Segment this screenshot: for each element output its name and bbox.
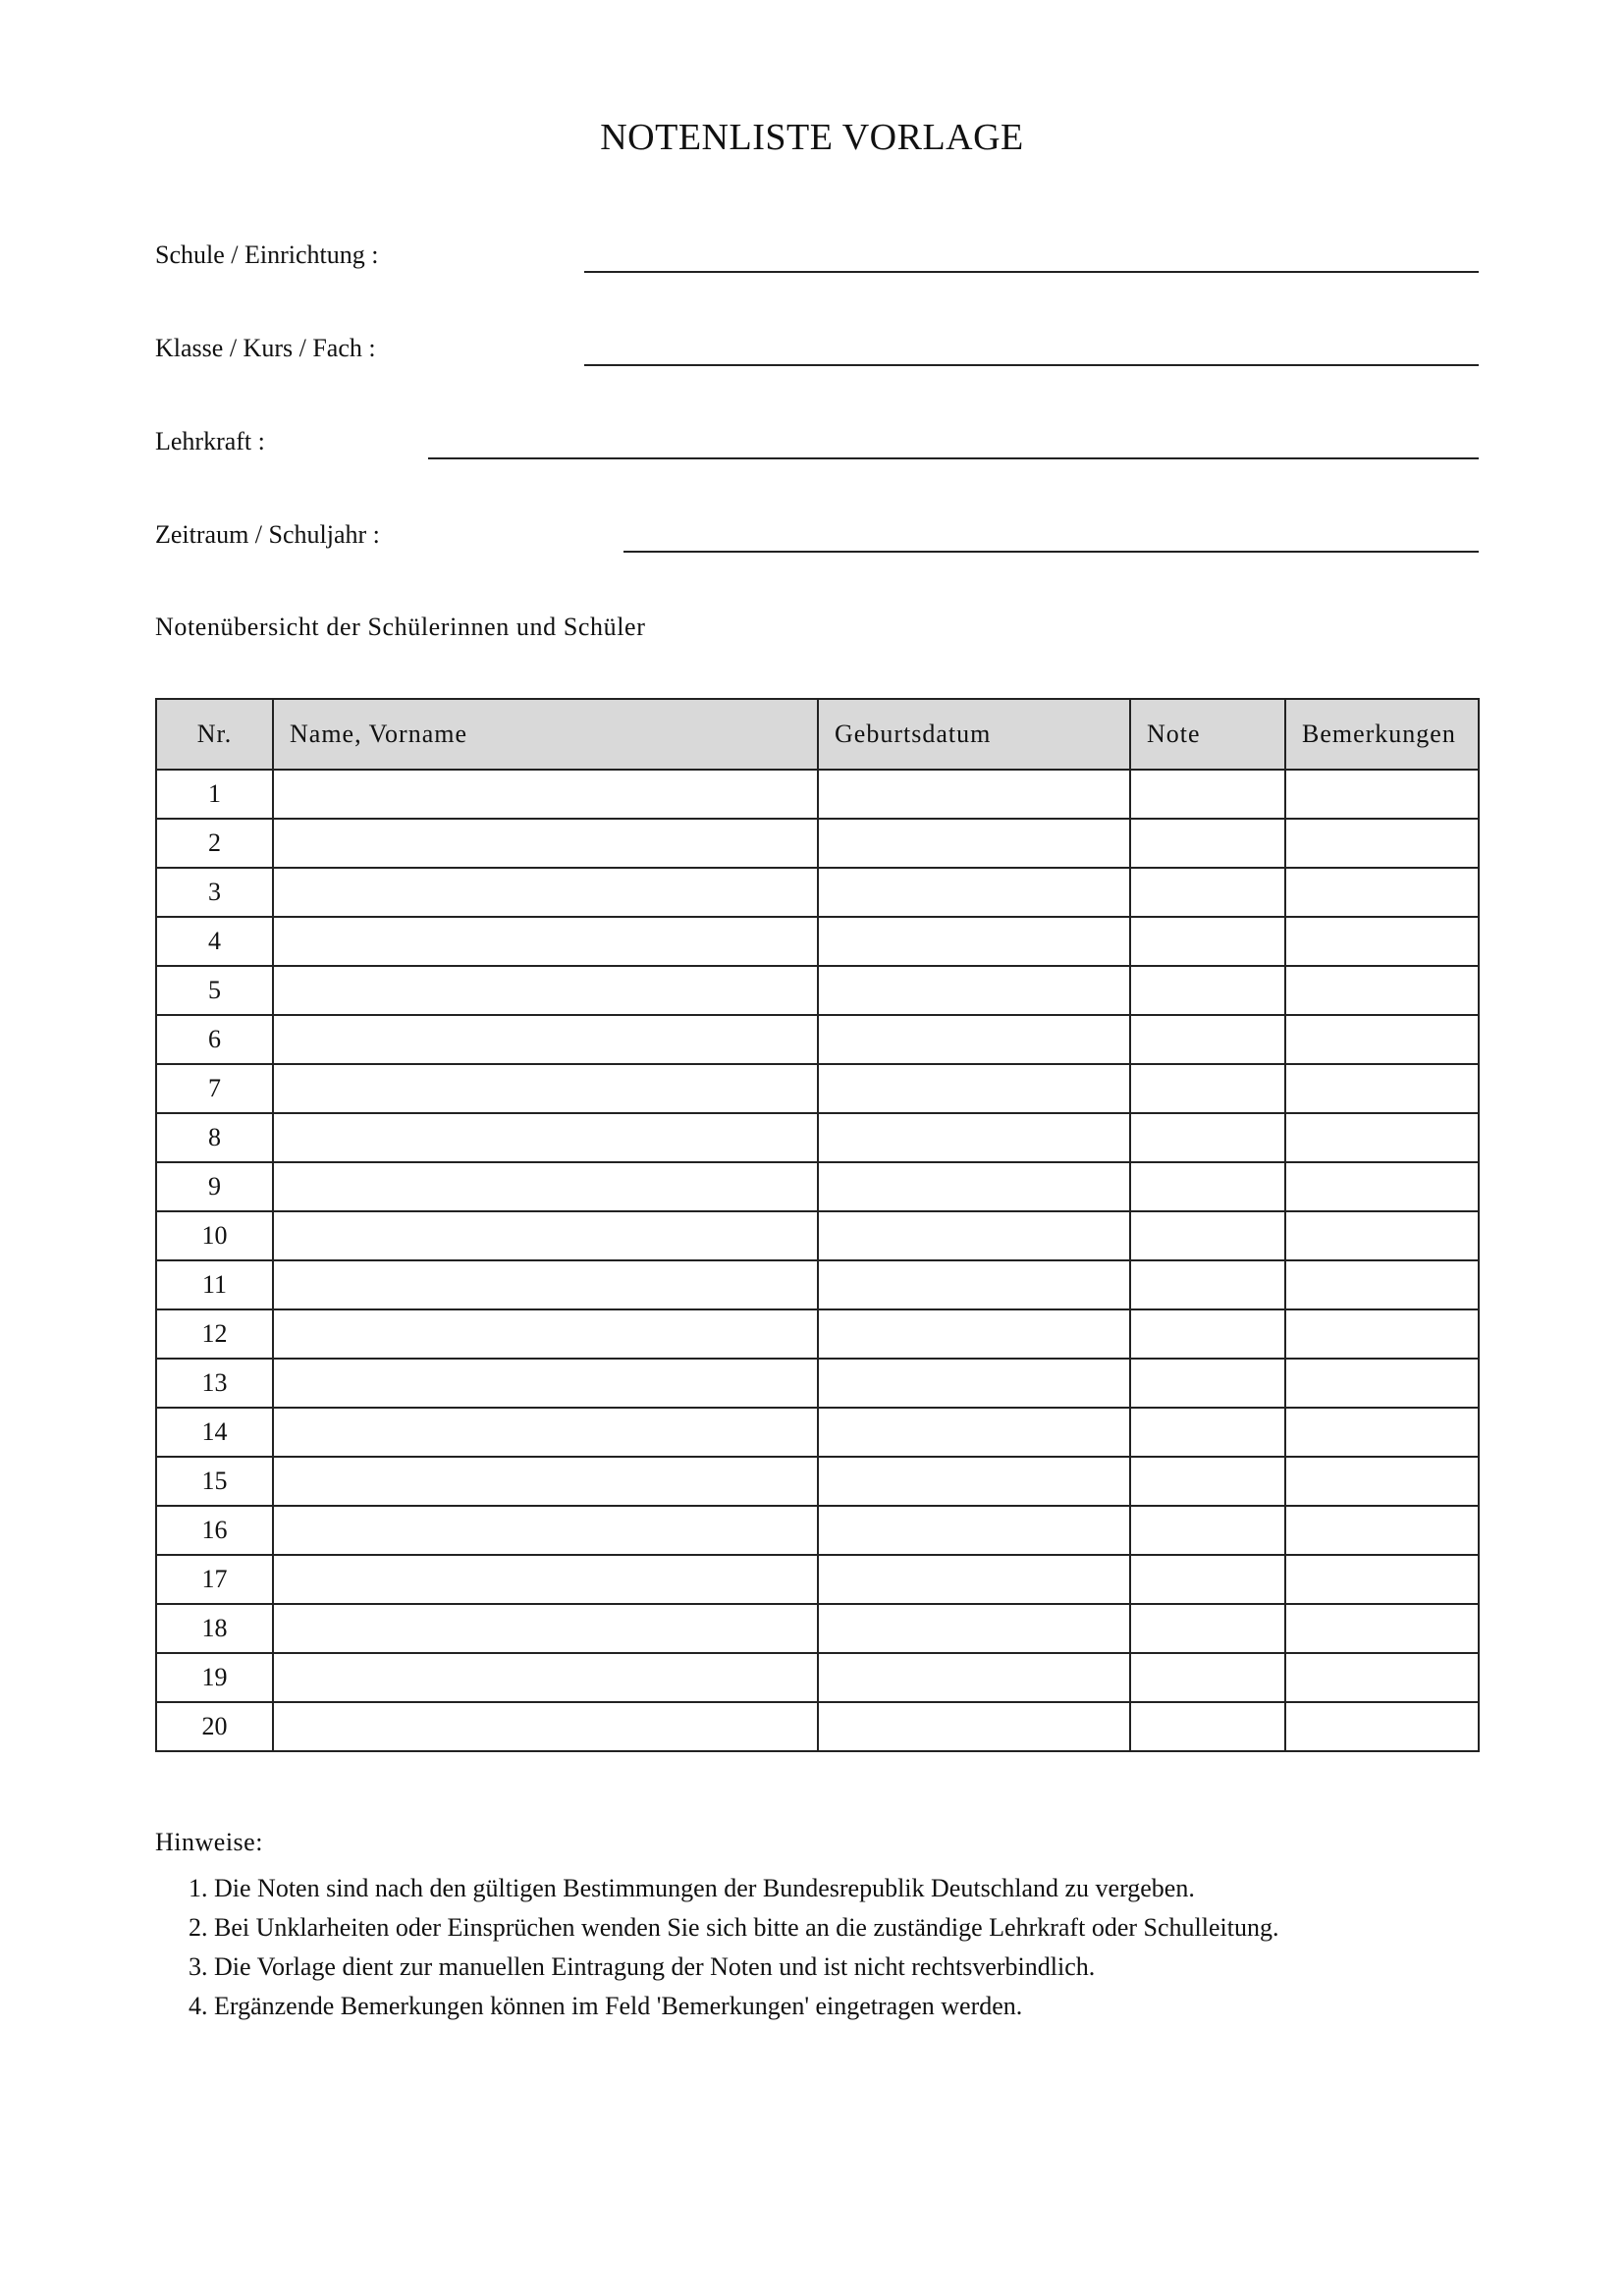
grade-cell[interactable] (1130, 1015, 1285, 1064)
birthdate-cell[interactable] (818, 1064, 1130, 1113)
row-number: 17 (156, 1555, 273, 1604)
remarks-cell[interactable] (1285, 1408, 1479, 1457)
name-cell[interactable] (273, 1309, 818, 1359)
birthdate-cell[interactable] (818, 1702, 1130, 1751)
name-cell[interactable] (273, 1408, 818, 1457)
school-input-line[interactable] (584, 271, 1479, 273)
birthdate-cell[interactable] (818, 770, 1130, 819)
remarks-cell[interactable] (1285, 1506, 1479, 1555)
remarks-cell[interactable] (1285, 966, 1479, 1015)
name-cell[interactable] (273, 917, 818, 966)
remarks-cell[interactable] (1285, 770, 1479, 819)
name-cell[interactable] (273, 1015, 818, 1064)
remarks-cell[interactable] (1285, 1359, 1479, 1408)
table-row (156, 1113, 1479, 1162)
table-row (156, 1702, 1479, 1751)
remarks-cell[interactable] (1285, 1015, 1479, 1064)
grade-cell[interactable] (1130, 1359, 1285, 1408)
grade-cell[interactable] (1130, 1408, 1285, 1457)
page-title: NOTENLISTE VORLAGE (600, 117, 1024, 158)
table-row (156, 1604, 1479, 1653)
grade-cell[interactable] (1130, 1702, 1285, 1751)
teacher-label: Lehrkraft : (155, 427, 265, 455)
grade-cell[interactable] (1130, 1162, 1285, 1211)
grade-cell[interactable] (1130, 1211, 1285, 1260)
birthdate-cell[interactable] (818, 1359, 1130, 1408)
table-row (156, 966, 1479, 1015)
remarks-cell[interactable] (1285, 917, 1479, 966)
row-number: 11 (156, 1260, 273, 1309)
table-row (156, 868, 1479, 917)
period-label: Zeitraum / Schuljahr : (155, 520, 380, 549)
header-grade: Note (1130, 699, 1285, 770)
row-number: 14 (156, 1408, 273, 1457)
name-cell[interactable] (273, 1604, 818, 1653)
row-number: 9 (156, 1162, 273, 1211)
notes-item: 3. Die Vorlage dient zur manuellen Eintragung der Noten und ist nicht rechtsverbindlich. (214, 1948, 1540, 1987)
row-number: 16 (156, 1506, 273, 1555)
grade-cell[interactable] (1130, 1457, 1285, 1506)
row-number: 2 (156, 819, 273, 868)
header-remarks: Bemerkungen (1285, 699, 1479, 770)
row-number: 1 (156, 770, 273, 819)
remarks-cell[interactable] (1285, 819, 1479, 868)
table-row (156, 1015, 1479, 1064)
name-cell[interactable] (273, 1162, 818, 1211)
table-row (156, 770, 1479, 819)
remarks-cell[interactable] (1285, 1113, 1479, 1162)
birthdate-cell[interactable] (818, 1408, 1130, 1457)
notes-heading: Hinweise: (155, 1828, 263, 1856)
birthdate-cell[interactable] (818, 917, 1130, 966)
table-row (156, 1064, 1479, 1113)
row-number: 15 (156, 1457, 273, 1506)
header-nr: Nr. (156, 699, 273, 770)
remarks-cell[interactable] (1285, 1604, 1479, 1653)
table-row (156, 819, 1479, 868)
name-cell[interactable] (273, 868, 818, 917)
grade-cell[interactable] (1130, 966, 1285, 1015)
row-number: 3 (156, 868, 273, 917)
remarks-cell[interactable] (1285, 868, 1479, 917)
birthdate-cell[interactable] (818, 966, 1130, 1015)
birthdate-cell[interactable] (818, 1309, 1130, 1359)
section-heading: Notenübersicht der Schülerinnen und Schüler (155, 613, 646, 641)
remarks-cell[interactable] (1285, 1702, 1479, 1751)
remarks-cell[interactable] (1285, 1064, 1479, 1113)
grade-cell[interactable] (1130, 770, 1285, 819)
grade-cell[interactable] (1130, 1604, 1285, 1653)
birthdate-cell[interactable] (818, 1506, 1130, 1555)
birthdate-cell[interactable] (818, 1260, 1130, 1309)
name-cell[interactable] (273, 1702, 818, 1751)
table-row (156, 1309, 1479, 1359)
header-name: Name, Vorname (273, 699, 818, 770)
period-input-line[interactable] (623, 551, 1479, 553)
remarks-cell[interactable] (1285, 1162, 1479, 1211)
grade-cell[interactable] (1130, 1064, 1285, 1113)
name-cell[interactable] (273, 966, 818, 1015)
grade-cell[interactable] (1130, 868, 1285, 917)
table-row (156, 1211, 1479, 1260)
row-number: 13 (156, 1359, 273, 1408)
table-row (156, 1653, 1479, 1702)
birthdate-cell[interactable] (818, 1211, 1130, 1260)
birthdate-cell[interactable] (818, 1162, 1130, 1211)
birthdate-cell[interactable] (818, 1604, 1130, 1653)
birthdate-cell[interactable] (818, 1113, 1130, 1162)
remarks-cell[interactable] (1285, 1457, 1479, 1506)
row-number: 20 (156, 1702, 273, 1751)
row-number: 6 (156, 1015, 273, 1064)
table-row (156, 1260, 1479, 1309)
table-row (156, 1162, 1479, 1211)
table-row (156, 1408, 1479, 1457)
name-cell[interactable] (273, 1211, 818, 1260)
remarks-cell[interactable] (1285, 1309, 1479, 1359)
grade-cell[interactable] (1130, 819, 1285, 868)
name-cell[interactable] (273, 1506, 818, 1555)
table-row (156, 1555, 1479, 1604)
grade-cell[interactable] (1130, 1653, 1285, 1702)
notes-item: 2. Bei Unklarheiten oder Einsprüchen wenden Sie sich bitte an die zuständige Lehrkraft oder Schulleitung. (214, 1908, 1540, 1948)
remarks-cell[interactable] (1285, 1211, 1479, 1260)
class-label: Klasse / Kurs / Fach : (155, 334, 376, 362)
grade-cell[interactable] (1130, 1260, 1285, 1309)
notes-list (185, 1869, 1540, 2026)
teacher-input-line[interactable] (428, 457, 1479, 459)
table-row (156, 1359, 1479, 1408)
header-birthdate: Geburtsdatum (818, 699, 1130, 770)
remarks-cell[interactable] (1285, 1260, 1479, 1309)
name-cell[interactable] (273, 1113, 818, 1162)
grade-cell[interactable] (1130, 1555, 1285, 1604)
birthdate-cell[interactable] (818, 1653, 1130, 1702)
birthdate-cell[interactable] (818, 1015, 1130, 1064)
name-cell[interactable] (273, 770, 818, 819)
row-number: 4 (156, 917, 273, 966)
row-number: 10 (156, 1211, 273, 1260)
birthdate-cell[interactable] (818, 819, 1130, 868)
row-number: 12 (156, 1309, 273, 1359)
grades-table (155, 698, 1480, 1752)
class-input-line[interactable] (584, 364, 1479, 366)
name-cell[interactable] (273, 819, 818, 868)
birthdate-cell[interactable] (818, 1555, 1130, 1604)
notes-item: 1. Die Noten sind nach den gültigen Bestimmungen der Bundesrepublik Deutschland zu vergeben. (214, 1869, 1540, 1908)
name-cell[interactable] (273, 1653, 818, 1702)
row-number: 18 (156, 1604, 273, 1653)
table-row (156, 1457, 1479, 1506)
name-cell[interactable] (273, 1064, 818, 1113)
grade-cell[interactable] (1130, 1309, 1285, 1359)
name-cell[interactable] (273, 1359, 818, 1408)
name-cell[interactable] (273, 1457, 818, 1506)
remarks-cell[interactable] (1285, 1555, 1479, 1604)
row-number: 5 (156, 966, 273, 1015)
row-number: 19 (156, 1653, 273, 1702)
remarks-cell[interactable] (1285, 1653, 1479, 1702)
table-row (156, 1506, 1479, 1555)
name-cell[interactable] (273, 1260, 818, 1309)
grade-cell[interactable] (1130, 1506, 1285, 1555)
notes-item: 4. Ergänzende Bemerkungen können im Feld 'Bemerkungen' eingetragen werden. (214, 1987, 1540, 2026)
table-header-row (156, 699, 1479, 770)
name-cell[interactable] (273, 1555, 818, 1604)
school-label: Schule / Einrichtung : (155, 240, 379, 269)
grade-cell[interactable] (1130, 917, 1285, 966)
row-number: 7 (156, 1064, 273, 1113)
birthdate-cell[interactable] (818, 868, 1130, 917)
grade-cell[interactable] (1130, 1113, 1285, 1162)
birthdate-cell[interactable] (818, 1457, 1130, 1506)
table-row (156, 917, 1479, 966)
row-number: 8 (156, 1113, 273, 1162)
